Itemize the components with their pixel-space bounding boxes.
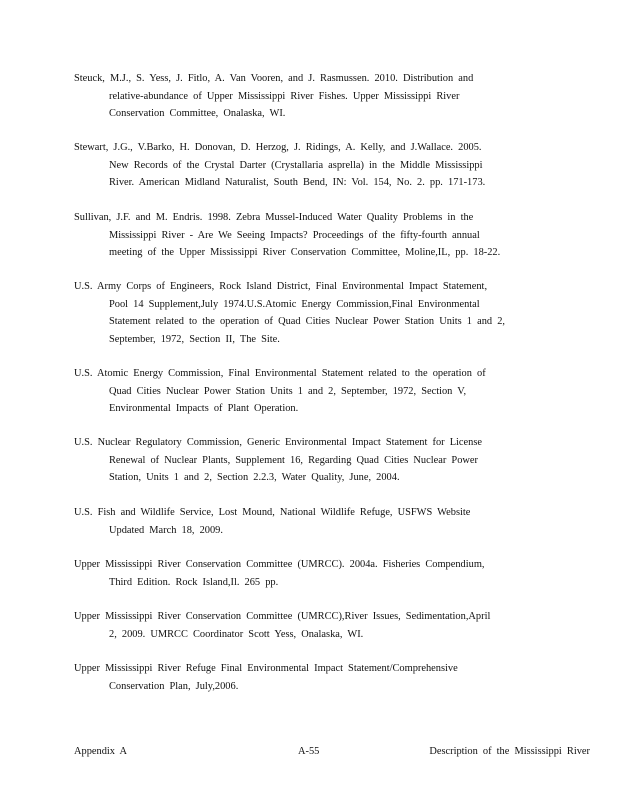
reference-sullivan-1998 xyxy=(74,209,500,262)
reference-stewart-2005 xyxy=(74,139,485,192)
reference-line: meeting of the Upper Mississippi River Conservation Committee, Moline,IL, pp. 18-22. xyxy=(109,247,501,259)
reference-steuck-2010 xyxy=(74,70,473,123)
reference-line: U.S. Fish and Wildlife Service, Lost Mound, National Wildlife Refuge, USFWS Website xyxy=(74,507,471,518)
reference-line: Updated March 18, 2009. xyxy=(109,524,223,536)
reference-line: Third Edition. Rock Island,Il. 265 pp. xyxy=(109,576,279,588)
reference-refuge-2006 xyxy=(74,660,458,695)
reference-line: Quad Cities Nuclear Power Station Units 1 and 2, September, 1972, Section V, xyxy=(109,385,467,397)
page-footer xyxy=(74,746,590,764)
reference-line: Upper Mississippi River Conservation Committee (UMRCC),River Issues, Sedimentation,April xyxy=(74,611,491,622)
reference-line: September, 1972, Section II, The Site. xyxy=(109,333,280,345)
reference-line: Upper Mississippi River Refuge Final Environmental Impact Statement/Comprehensive xyxy=(74,663,458,674)
reference-line: Pool 14 Supplement,July 1974.U.S.Atomic Energy Commission,Final Environmental xyxy=(109,298,480,310)
reference-line: River. American Midland Naturalist, South Bend, IN: Vol. 154, No. 2. pp. 171-173. xyxy=(109,177,486,189)
reference-line: Upper Mississippi River Conservation Committee (UMRCC). 2004a. Fisheries Compendium, xyxy=(74,559,485,570)
reference-line: Renewal of Nuclear Plants, Supplement 16, Regarding Quad Cities Nuclear Power xyxy=(109,454,478,466)
reference-line: Conservation Plan, July,2006. xyxy=(109,680,239,692)
reference-line: Stewart, J.G., V.Barko, H. Donovan, D. Herzog, J. Ridings, A. Kelly, and J.Wallace. 2005. xyxy=(74,142,482,153)
reference-line: Sullivan, J.F. and M. Endris. 1998. Zebra Mussel-Induced Water Quality Problems in the xyxy=(74,212,474,223)
reference-line: Statement related to the operation of Quad Cities Nuclear Power Station Units 1 and 2, xyxy=(109,316,505,328)
reference-usfws-2009 xyxy=(74,504,470,539)
reference-line: Environmental Impacts of Plant Operation. xyxy=(109,403,299,415)
reference-line: relative-abundance of Upper Mississippi River Fishes. Upper Mississippi River xyxy=(109,90,460,102)
reference-line: U.S. Nuclear Regulatory Commission, Generic Environmental Impact Statement for License xyxy=(74,437,483,448)
reference-line: U.S. Atomic Energy Commission, Final Environmental Statement related to the operation of xyxy=(74,368,486,379)
reference-line: New Records of the Crystal Darter (Crystallaria asprella) in the Middle Mississippi xyxy=(109,159,483,171)
reference-usaec-1972 xyxy=(74,365,486,418)
reference-line: Steuck, M.J., S. Yess, J. Fitlo, A. Van Vooren, and J. Rasmussen. 2010. Distribution and xyxy=(74,73,474,84)
reference-umrcc-2009 xyxy=(74,608,490,643)
reference-line: Station, Units 1 and 2, Section 2.2.3, Water Quality, June, 2004. xyxy=(109,472,400,484)
footer-page-number: A-55 xyxy=(298,746,320,757)
footer-document-title: Description of the Mississippi River xyxy=(429,746,590,757)
reference-line: Conservation Committee, Onalaska, WI. xyxy=(109,108,286,120)
reference-line: Mississippi River - Are We Seeing Impacts? Proceedings of the fifty-fourth annual xyxy=(109,229,480,241)
footer-section-label: Appendix A xyxy=(74,746,128,757)
reference-umrcc-2004a xyxy=(74,556,485,591)
reference-usace-1974 xyxy=(74,278,505,348)
reference-line: U.S. Army Corps of Engineers, Rock Island District, Final Environmental Impact Statement, xyxy=(74,281,488,292)
reference-line: 2, 2009. UMRCC Coordinator Scott Yess, Onalaska, WI. xyxy=(109,628,364,640)
reference-usnrc-2004 xyxy=(74,434,482,487)
